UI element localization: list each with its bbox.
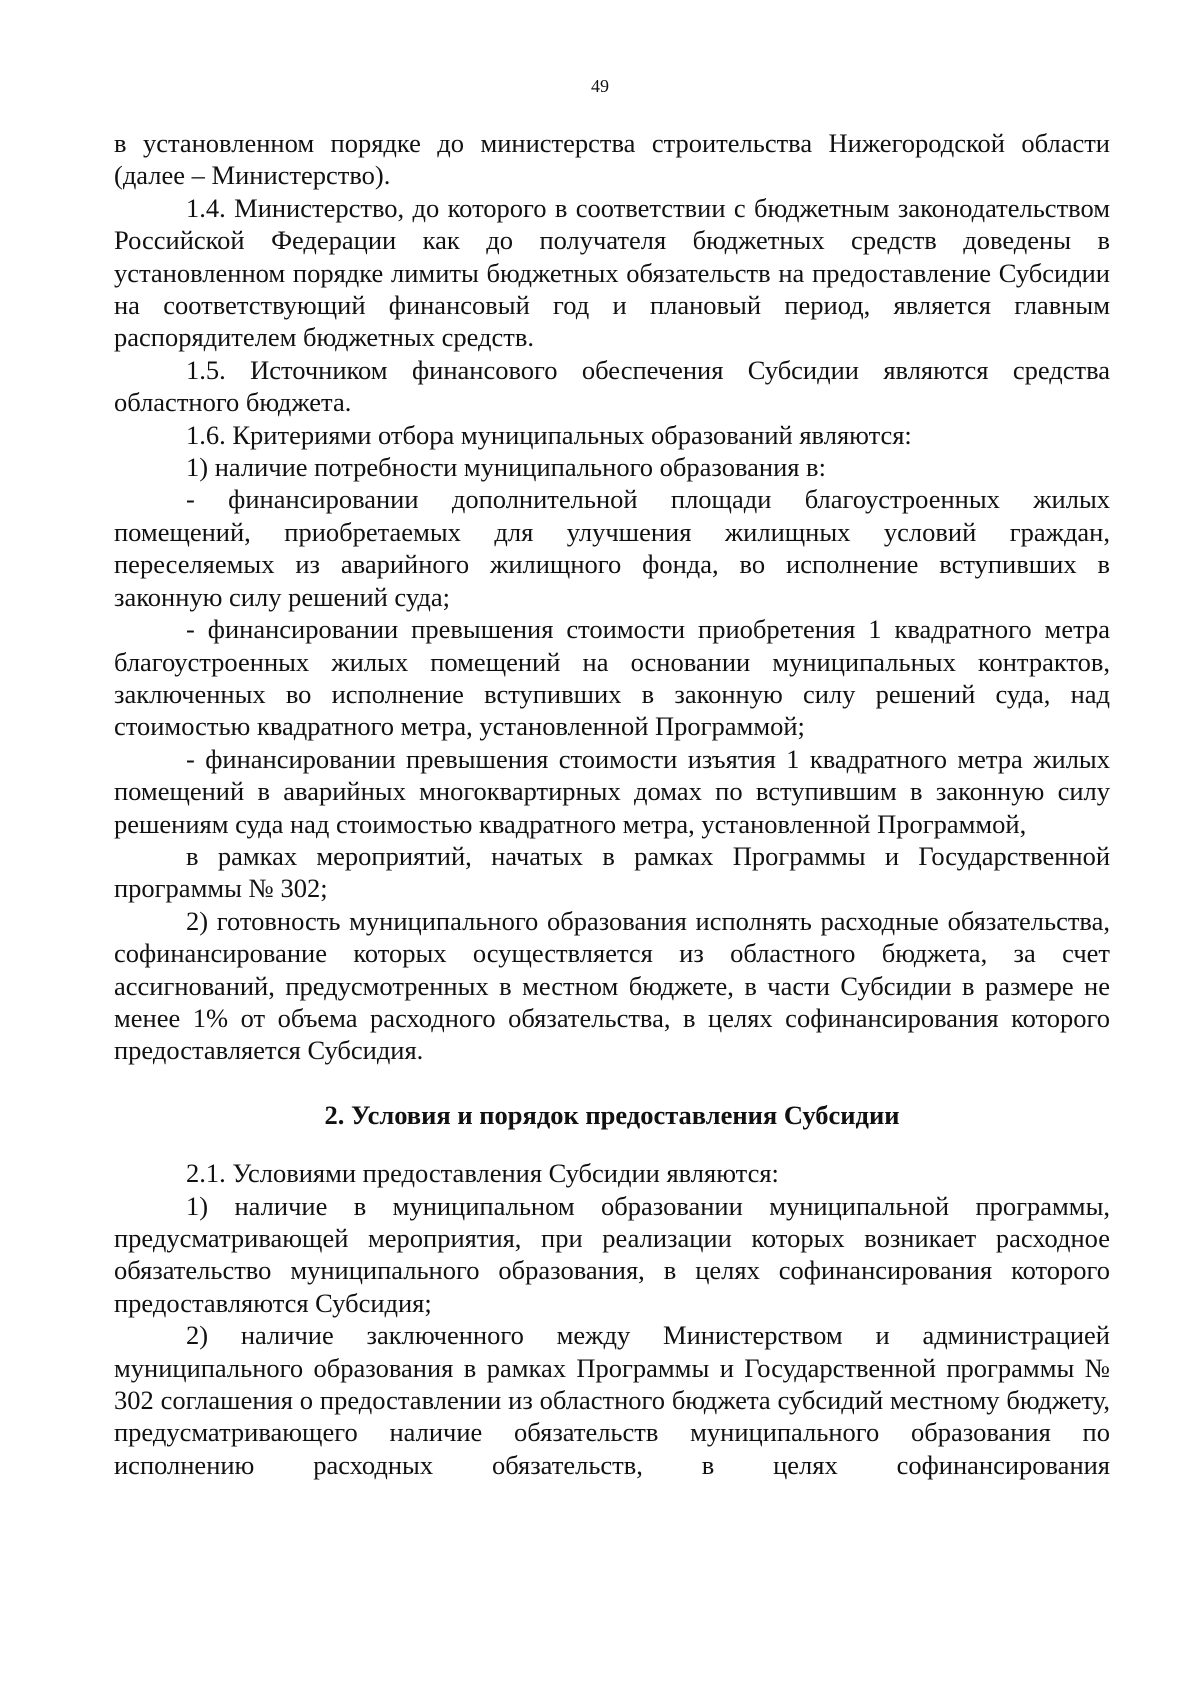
page-number: 49 <box>591 76 609 96</box>
paragraph: в рамках мероприятий, начатых в рамках Программы и Государственной программы № 302; <box>114 840 1110 904</box>
paragraph: 1) наличие в муниципальном образовании муниципальной программы, предусматривающей мероприятия, при реализации которых возникает расходное обязательство муниципального образования, в целях софинансирования которого предоставляются Субсидия; <box>114 1190 1110 1318</box>
paragraph: 2) наличие заключенного между Министерством и администрацией муниципального образования в рамках Программы и Государственной программы № 302 соглашения о предоставлении из областного бюджета субсидий местному бюджету, предусматривающего наличие обязательств муниципального образования по исполнению расходных обязательств, в целях софинансирования <box>114 1320 1110 1480</box>
paragraph: - финансировании превышения стоимости изъятия 1 квадратного метра жилых помещений в аварийных многоквартирных домах по вступившим в законную силу решениям суда над стоимостью квадратного метра, установленной Программой, <box>114 743 1110 839</box>
paragraph: в установленном порядке до министерства строительства Нижегородской области (далее – Министерство). <box>114 128 1110 191</box>
paragraph: 2) готовность муниципального образования исполнять расходные обязательства, софинансирование которых осуществляется из областного бюджета, за счет ассигнований, предусмотренных в местном бюджете, в части Субсидии в размере не менее 1% от объема расходного обязательства, в целях софинансирования которого предоставляется Субсидия. <box>114 905 1110 1066</box>
paragraph: - финансировании дополнительной площади благоустроенных жилых помещений, приобретаемых для улучшения жилищных условий граждан, переселяемых из аварийного жилищного фонда, во исполнение вступивших в законную силу решений суда; <box>114 484 1110 612</box>
paragraph: 1.4. Министерство, до которого в соответствии с бюджетным законодательством Российской Федерации как до получателя бюджетных средств доведены в установленном порядке лимиты бюджетных обязательств на предоставление Субсидии на соответствующий финансовый год и плановый период, является главным распорядителем бюджетных средств. <box>114 192 1110 353</box>
section-1-paragraphs <box>114 127 1110 1067</box>
document-body <box>114 127 1110 1481</box>
section-2-paragraphs <box>114 1157 1110 1481</box>
paragraph: 1.5. Источником финансового обеспечения Субсидии являются средства областного бюджета. <box>114 354 1110 418</box>
paragraph: 2.1. Условиями предоставления Субсидии являются: <box>186 1158 779 1189</box>
paragraph: 1.6. Критериями отбора муниципальных образований являются: <box>186 419 912 450</box>
section-heading: 2. Условия и порядок предоставления Субсидии <box>324 1099 900 1130</box>
paragraph: 1) наличие потребности муниципального образования в: <box>186 452 826 483</box>
paragraph: - финансировании превышения стоимости приобретения 1 квадратного метра благоустроенных жилых помещений на основании муниципальных контрактов, заключенных во исполнение вступивших в законную силу решений суда, над стоимостью квадратного метра, установленной Программой; <box>114 614 1110 742</box>
